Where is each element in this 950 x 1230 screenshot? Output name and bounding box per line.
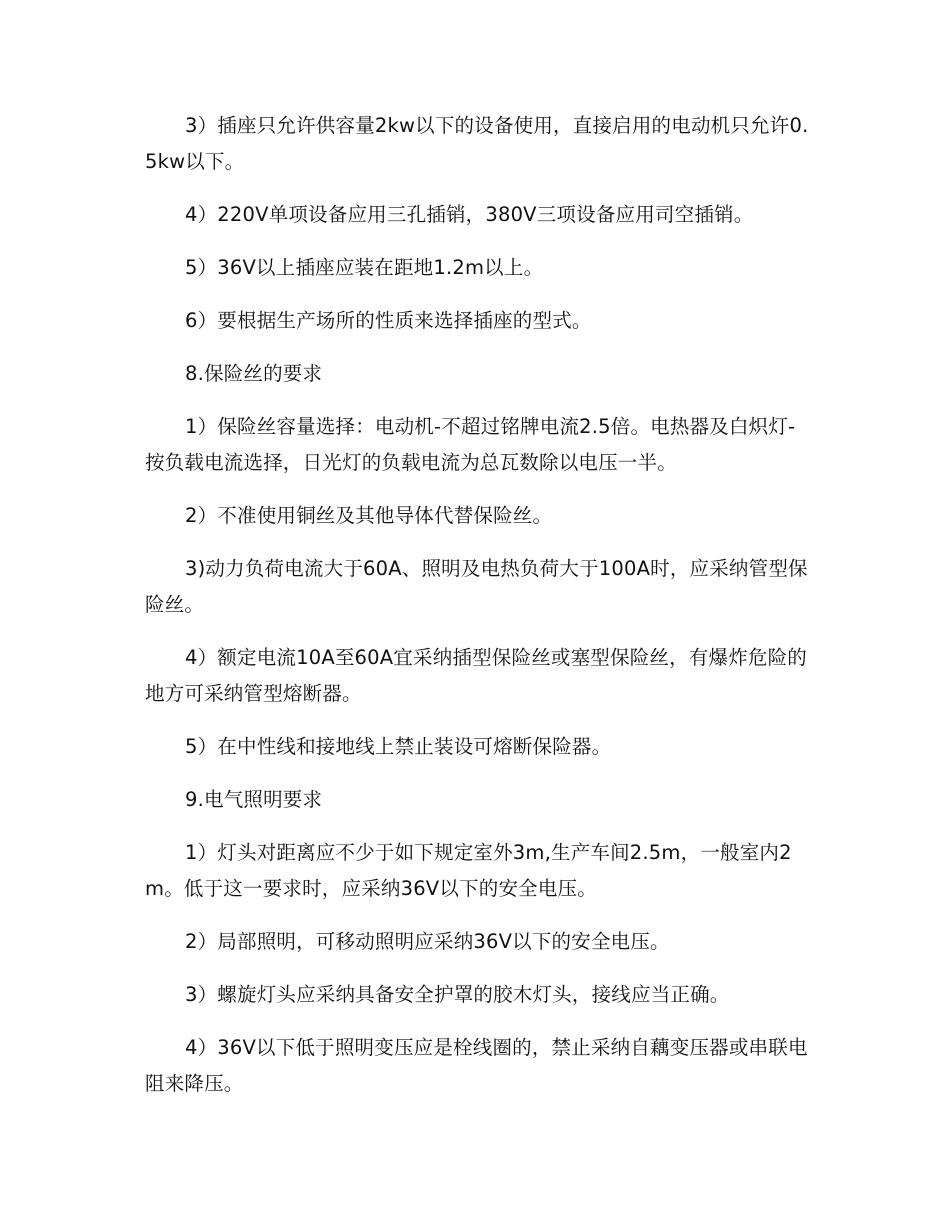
paragraph-fuse-copper: 2）不准使用铜丝及其他导体代替保险丝。 bbox=[185, 504, 553, 527]
document-body bbox=[145, 108, 810, 1119]
paragraph-socket-height: 5）36V以上插座应装在距地1.2m以上。 bbox=[185, 256, 544, 279]
paragraph-socket-capacity: 3）插座只允许供容量2kw以下的设备使用，直接启用的电动机只允许0.5kw以下。 bbox=[145, 114, 809, 173]
paragraph-screw-lamp: 3）螺旋灯头应采纳具备安全护罩的胶木灯头，接线应当正确。 bbox=[185, 983, 730, 1006]
paragraph-local-lighting: 2）局部照明，可移动照明应采纳36V以下的安全电压。 bbox=[185, 930, 670, 953]
paragraph-lamp-height: 1）灯头对距离应不少于如下规定室外3m,生产车间2.5m，一般室内2m。低于这一要求时，应采纳36V以下的安全电压。 bbox=[145, 841, 792, 900]
paragraph-fuse-neutral: 5）在中性线和接地线上禁止装设可熔断保险器。 bbox=[185, 735, 612, 758]
paragraph-fuse-capacity: 1）保险丝容量选择：电动机-不超过铭牌电流2.5倍。电热器及白炽灯-按负载电流选择，日光灯的负载电流为总瓦数除以电压一半。 bbox=[145, 415, 796, 474]
section-heading-lighting: 9.电气照明要求 bbox=[185, 788, 323, 811]
section-heading-fuse: 8.保险丝的要求 bbox=[185, 362, 323, 385]
paragraph-socket-pins: 4）220V单项设备应用三孔插销，380V三项设备应用司空插销。 bbox=[185, 203, 754, 226]
paragraph-transformer: 4）36V以下低于照明变压应是栓线圈的，禁止采纳自藕变压器或串联电阻来降压。 bbox=[145, 1036, 808, 1095]
paragraph-fuse-tube: 3)动力负荷电流大于60A、照明及电热负荷大于100A时，应采纳管型保险丝。 bbox=[145, 557, 808, 616]
paragraph-fuse-plug: 4）额定电流10A至60A宜采纳插型保险丝或塞型保险丝，有爆炸危险的地方可采纳管型熔断器。 bbox=[145, 646, 808, 705]
paragraph-socket-type: 6）要根据生产场所的性质来选择插座的型式。 bbox=[185, 309, 592, 332]
